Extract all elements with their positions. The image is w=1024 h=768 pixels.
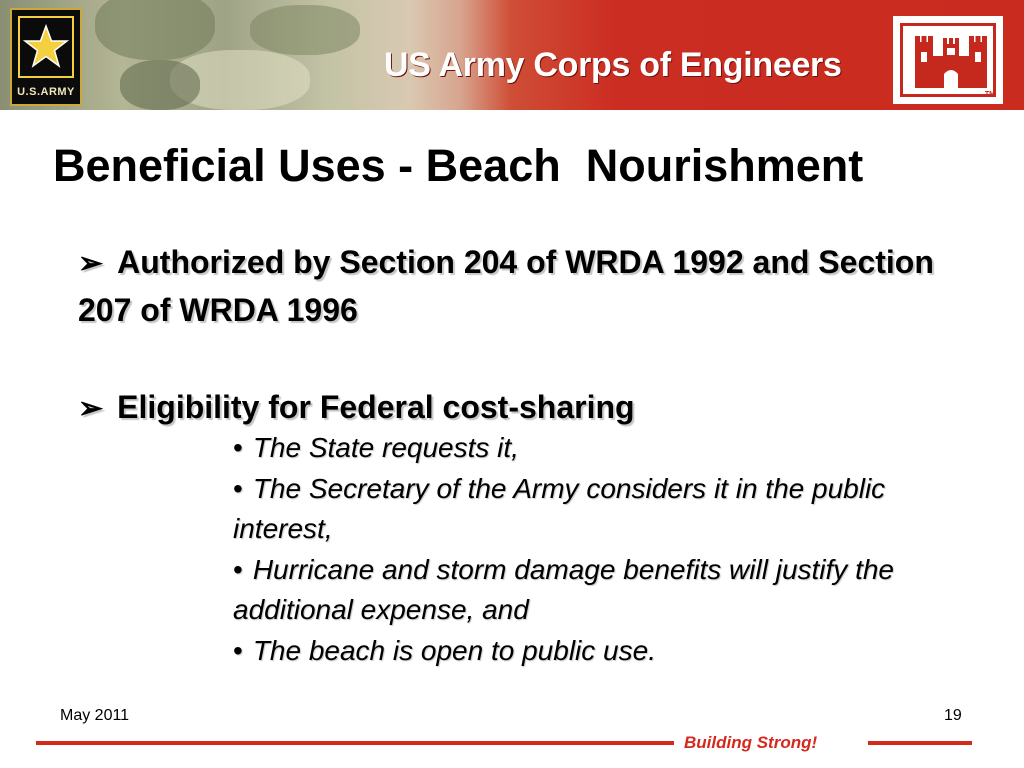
camo-pattern [95, 0, 215, 60]
footer-slogan: Building Strong! [684, 733, 818, 752]
list-item [233, 550, 913, 631]
army-star-emblem [18, 16, 74, 78]
camo-pattern [250, 5, 360, 55]
star-icon [23, 22, 69, 72]
arrow-bullet-icon: ➢ [78, 392, 104, 425]
footer-date: May 2011 [60, 707, 130, 724]
trademark-label: TM [984, 91, 995, 98]
castle-icon [913, 36, 989, 92]
corps-castle-logo [893, 16, 1003, 104]
bullet-text: Authorized by Section 204 of WRDA 1992 and Section 207 of WRDA 1996 [78, 244, 934, 328]
footer-divider-left [36, 741, 674, 745]
bullet-dot-icon: • [233, 472, 243, 504]
list-item-text: The Secretary of the Army considers it in the public interest, [233, 472, 886, 544]
list-item [233, 428, 913, 469]
eligibility-criteria-list [233, 428, 913, 671]
bullet-text: Eligibility for Federal cost-sharing [117, 389, 635, 425]
camo-pattern [120, 60, 200, 110]
list-item-text: The State requests it, [252, 432, 519, 463]
bullet-dot-icon: • [233, 432, 243, 463]
main-bullet-authorization [78, 239, 938, 333]
bullet-dot-icon: • [233, 634, 243, 666]
organization-name: US Army Corps of Engineers [384, 46, 842, 84]
slide-title: Beneficial Uses - Beach Nourishment [53, 140, 864, 191]
list-item-text: Hurricane and storm damage benefits will justify the additional expense, and [233, 553, 894, 625]
army-logo-text: U.S.ARMY [17, 86, 75, 98]
arrow-bullet-icon: ➢ [78, 247, 104, 280]
list-item-text: The beach is open to public use. [252, 634, 656, 666]
footer-divider-right [868, 741, 972, 745]
list-item [233, 469, 913, 550]
us-army-logo [10, 8, 82, 106]
bullet-dot-icon: • [233, 553, 243, 585]
list-item [233, 631, 913, 672]
header-banner [0, 0, 1024, 110]
main-bullet-eligibility [78, 384, 938, 432]
page-number: 19 [944, 707, 962, 724]
